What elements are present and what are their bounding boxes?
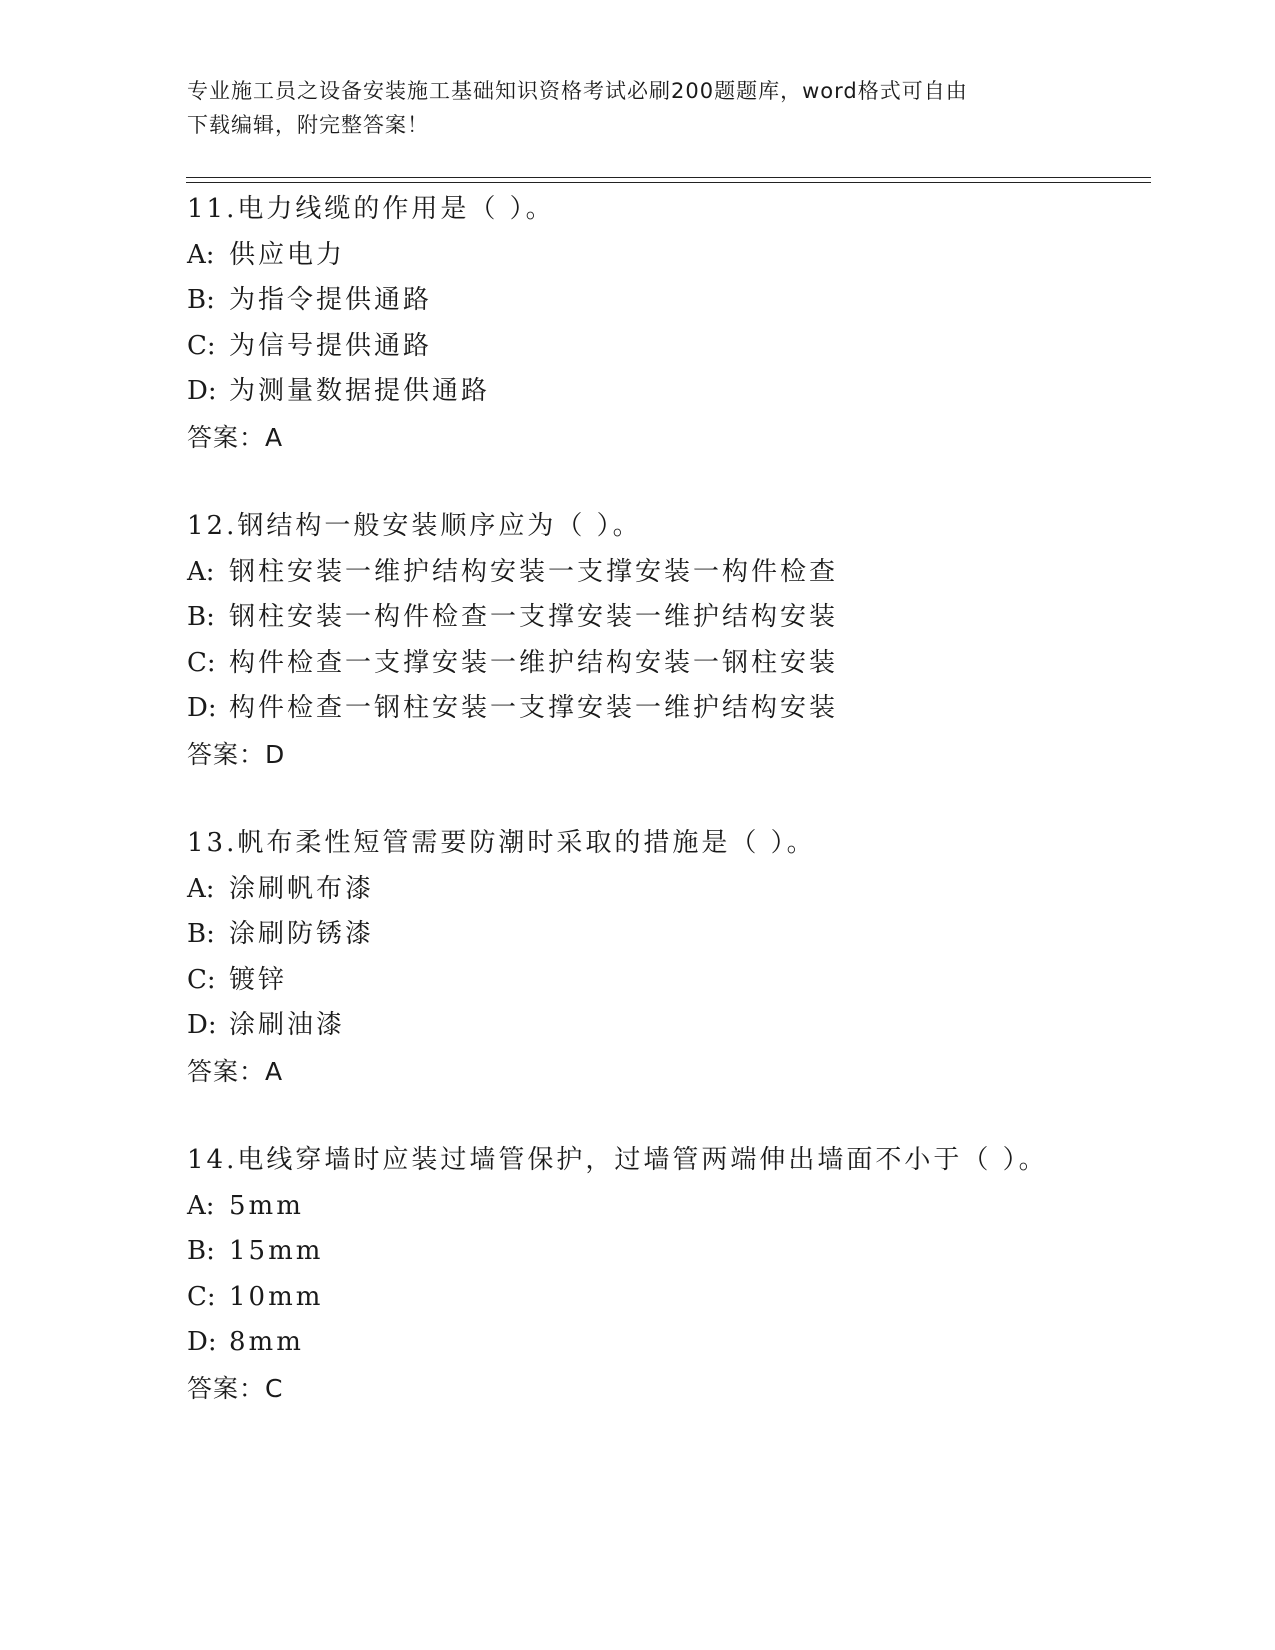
option-text: 10mm — [229, 1281, 324, 1312]
option-b — [187, 595, 1147, 641]
question-11 — [187, 187, 1147, 460]
option-text: 涂刷防锈漆 — [229, 919, 375, 949]
option-mark: B: — [187, 285, 215, 315]
option-text: 8mm — [229, 1327, 304, 1357]
option-c — [187, 641, 1147, 687]
option-d — [187, 369, 1147, 415]
option-mark: C: — [187, 330, 216, 361]
question-stem: 12.钢结构一般安装顺序应为（ ）。 — [187, 511, 642, 541]
option-text: 为测量数据提供通路 — [229, 376, 491, 406]
option-b — [187, 1229, 1147, 1275]
question-13 — [187, 821, 1147, 1094]
option-mark: C: — [187, 964, 216, 995]
option-mark: D: — [187, 1327, 217, 1357]
option-mark: A: — [187, 873, 215, 904]
option-d — [187, 686, 1147, 732]
question-stem: 14.电线穿墙时应装过墙管保护，过墙管两端伸出墙面不小于（ ）。 — [187, 1145, 1048, 1175]
option-mark: A: — [187, 239, 215, 270]
option-text: 5mm — [229, 1190, 304, 1221]
option-text: 15mm — [229, 1236, 324, 1266]
option-text: 钢柱安装一构件检查一支撑安装一维护结构安装 — [229, 602, 839, 632]
option-mark: C: — [187, 647, 216, 678]
option-c — [187, 324, 1147, 370]
option-mark: D: — [187, 693, 217, 723]
header-line-1: 专业施工员之设备安装施工基础知识资格考试必刷200题题库，word格式可自由 — [187, 79, 968, 103]
answer: 答案：D — [187, 739, 286, 769]
option-c — [187, 958, 1147, 1004]
option-mark: D: — [187, 1010, 217, 1040]
question-stem: 11.电力线缆的作用是（ ）。 — [187, 194, 555, 224]
question-stem: 13.帆布柔性短管需要防潮时采取的措施是（ ）。 — [187, 828, 816, 858]
question-list — [187, 187, 1147, 1455]
option-mark: B: — [187, 602, 215, 632]
option-mark: A: — [187, 1190, 215, 1221]
option-text: 镀锌 — [229, 964, 288, 995]
option-a — [187, 550, 1147, 596]
header-rule-bottom — [186, 182, 1151, 183]
option-mark: D: — [187, 376, 217, 406]
option-c — [187, 1275, 1147, 1321]
option-d — [187, 1320, 1147, 1366]
option-mark: A: — [187, 556, 215, 587]
option-text: 涂刷帆布漆 — [229, 873, 375, 904]
answer: 答案：A — [187, 422, 284, 452]
option-text: 为信号提供通路 — [229, 330, 433, 361]
answer: 答案：A — [187, 1056, 284, 1086]
option-text: 钢柱安装一维护结构安装一支撑安装一构件检查 — [229, 556, 839, 587]
header-rule-top — [186, 177, 1151, 178]
option-b — [187, 912, 1147, 958]
option-text: 构件检查一支撑安装一维护结构安装一钢柱安装 — [229, 647, 839, 678]
option-a — [187, 233, 1147, 279]
option-mark: B: — [187, 919, 215, 949]
option-text: 构件检查一钢柱安装一支撑安装一维护结构安装 — [229, 693, 839, 723]
question-14 — [187, 1138, 1147, 1411]
answer: 答案：C — [187, 1373, 284, 1403]
option-b — [187, 278, 1147, 324]
option-d — [187, 1003, 1147, 1049]
option-mark: B: — [187, 1236, 215, 1266]
option-text: 为指令提供通路 — [229, 285, 433, 315]
option-a — [187, 1184, 1147, 1230]
option-text: 涂刷油漆 — [229, 1010, 346, 1040]
header-line-2: 下载编辑，附完整答案！ — [187, 113, 429, 137]
option-mark: C: — [187, 1281, 216, 1312]
question-12 — [187, 504, 1147, 777]
document-header — [187, 74, 1087, 142]
option-a — [187, 867, 1147, 913]
option-text: 供应电力 — [229, 239, 346, 270]
